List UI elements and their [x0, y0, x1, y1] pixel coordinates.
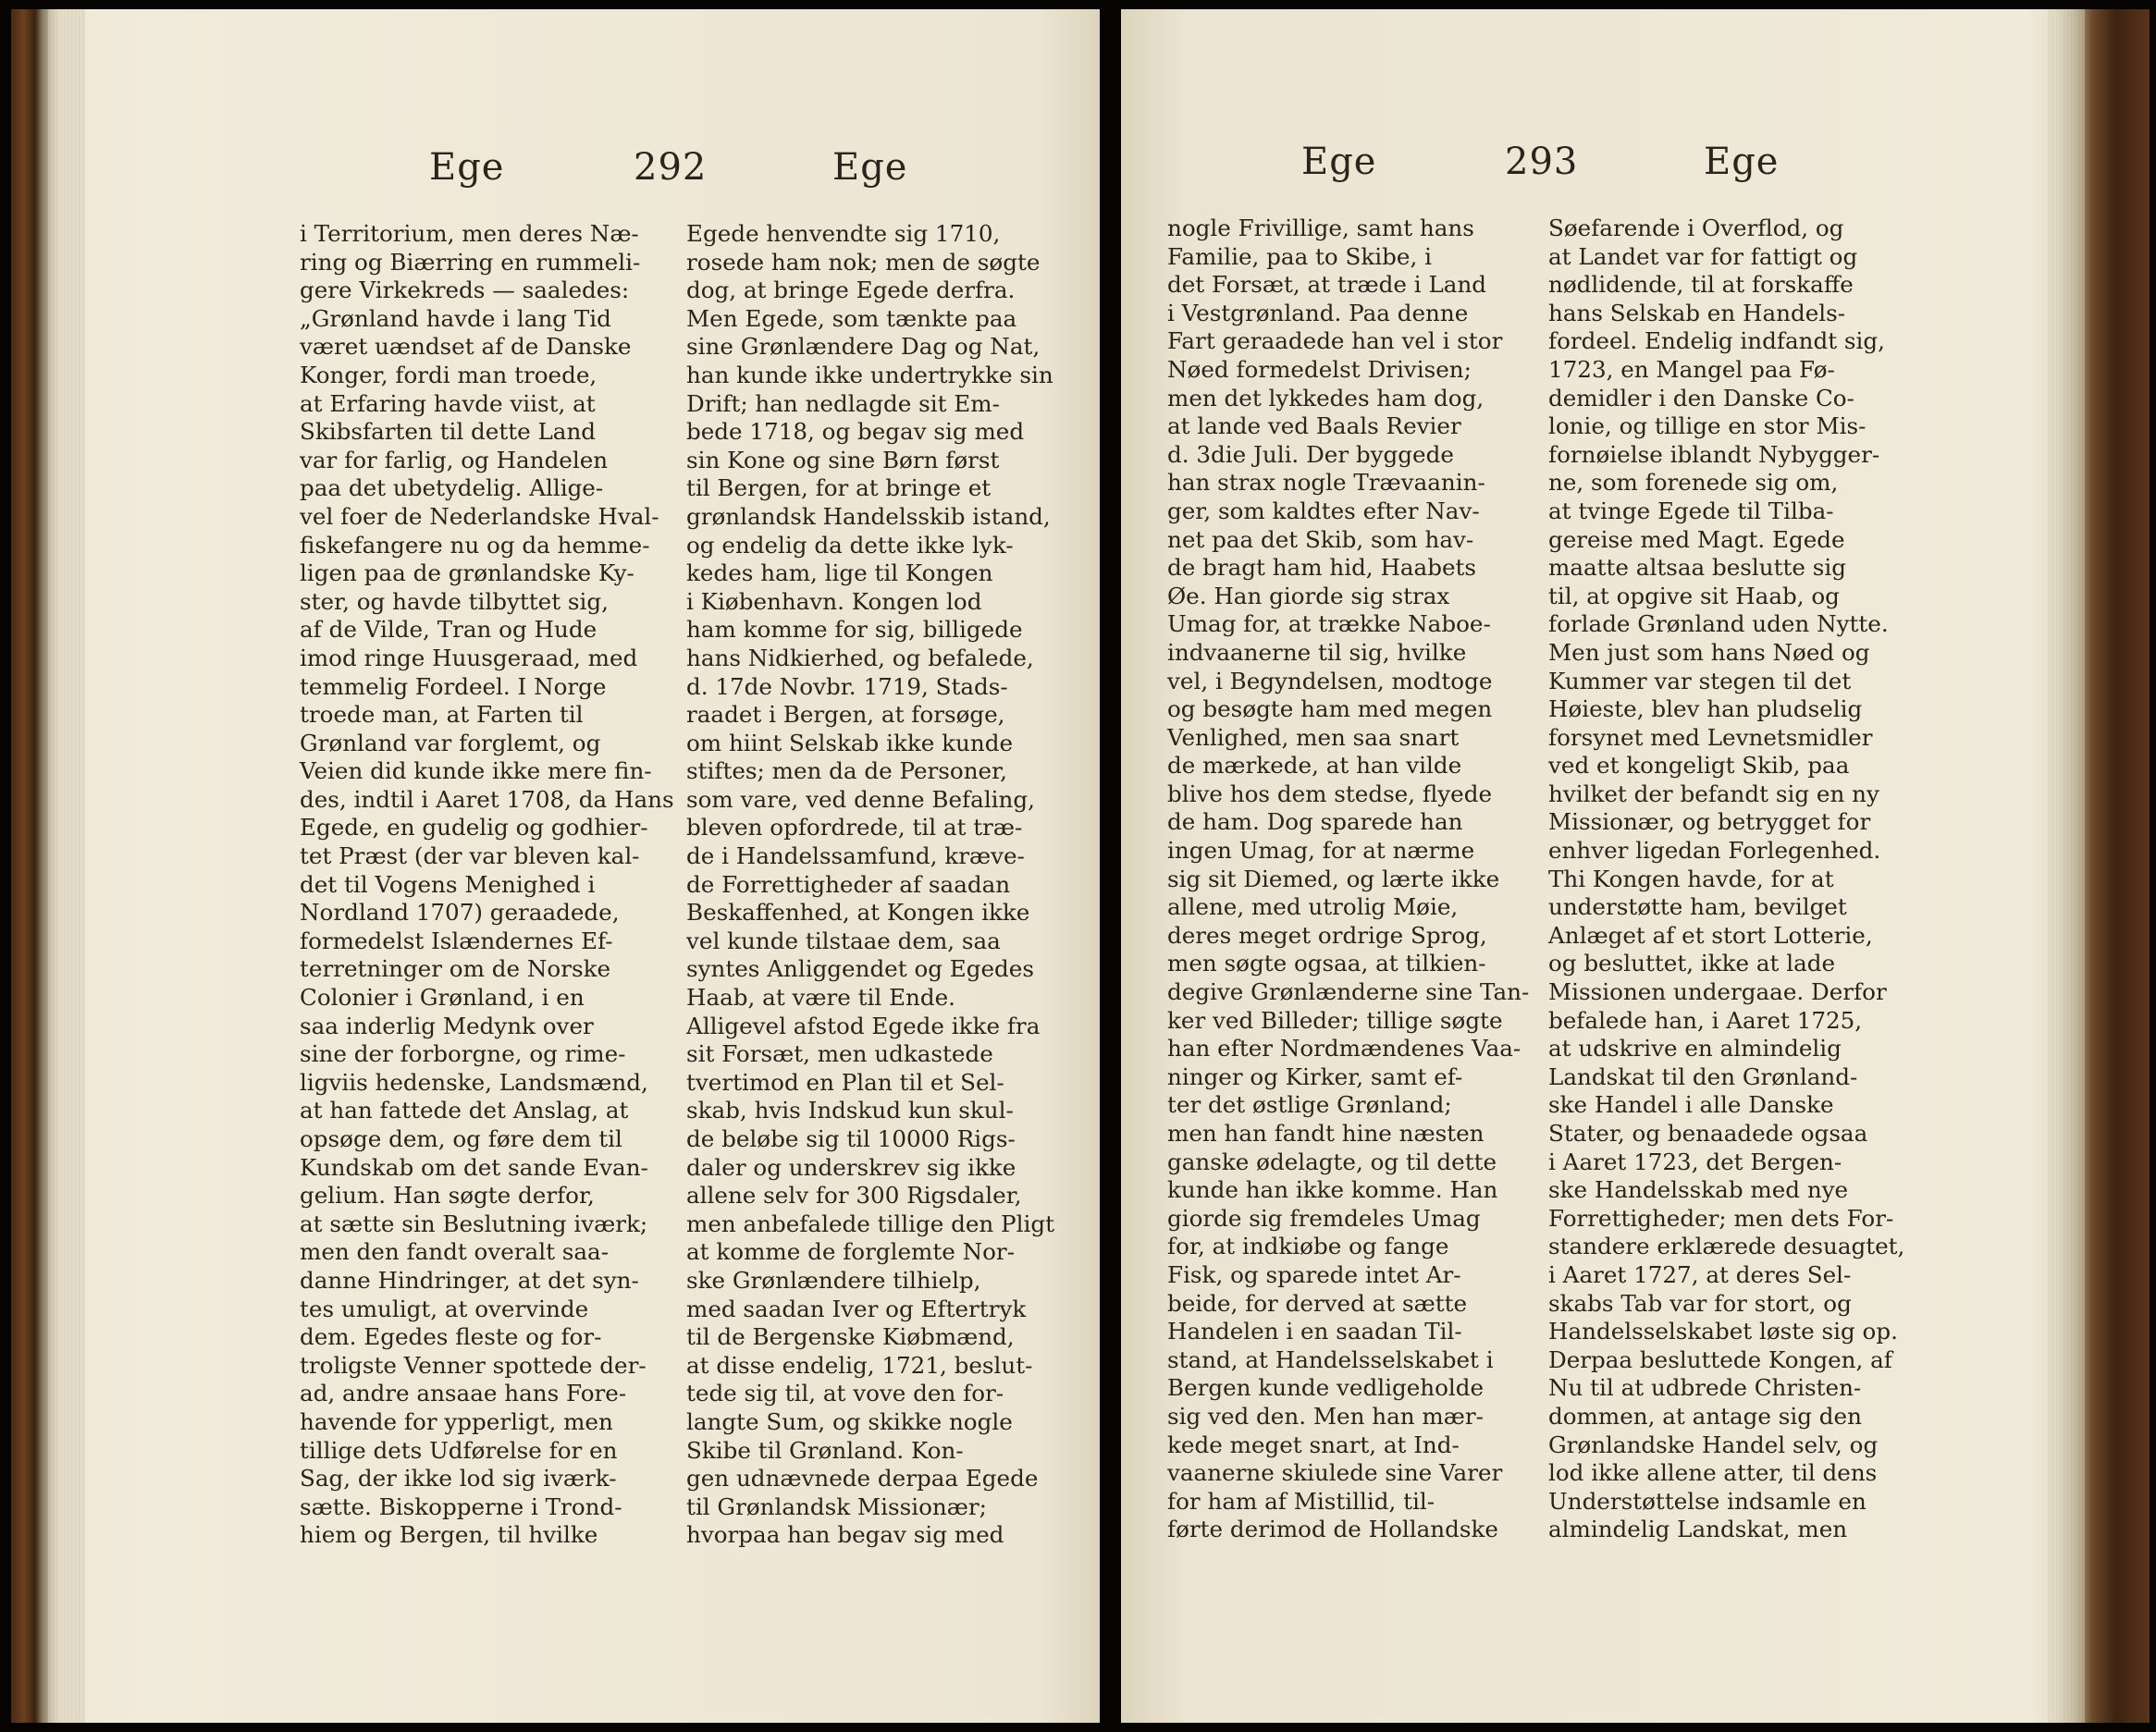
text-line: de mærkede, at han vilde: [1167, 752, 1462, 780]
text-line: sig ved den. Men han mær-: [1167, 1402, 1484, 1430]
text-line: ger, som kaldtes efter Nav-: [1167, 497, 1480, 524]
text-line: hvorpaa han begav sig med: [686, 1521, 1004, 1549]
text-line: bede 1718, og begav sig med: [686, 418, 1025, 446]
text-line: til, at opgive sit Haab, og: [1548, 582, 1840, 609]
text-line: Veien did kunde ikke mere fin-: [300, 757, 652, 785]
text-line: Landskat til den Grønland-: [1548, 1063, 1858, 1090]
text-line: skab, hvis Indskud kun skul-: [686, 1097, 1014, 1124]
text-line: saa inderlig Medynk over: [300, 1012, 594, 1039]
text-line: at sætte sin Beslutning iværk;: [300, 1210, 648, 1237]
text-line: d. 17de Novbr. 1719, Stads-: [686, 672, 1008, 700]
text-line: Høieste, blev han pludselig: [1548, 695, 1863, 723]
text-line: hvilket der befandt sig en ny: [1548, 780, 1879, 807]
text-line: det Forsæt, at træde i Land: [1167, 271, 1487, 299]
text-line: lod ikke allene atter, til dens: [1548, 1459, 1878, 1487]
text-line: troede man, at Farten til: [300, 701, 584, 729]
text-line: til Grønlandsk Missionær;: [686, 1492, 987, 1520]
text-line: tvertimod en Plan til et Sel-: [686, 1068, 1004, 1096]
text-line: hiem og Bergen, til hvilke: [300, 1521, 598, 1549]
text-line: d. 3die Juli. Der byggede: [1167, 440, 1454, 468]
text-line: sine Grønlændere Dag og Nat,: [686, 333, 1041, 361]
text-line: paa det ubetydelig. Allige-: [300, 474, 604, 502]
text-line: Understøttelse indsamle en: [1548, 1487, 1866, 1515]
text-line: Egede, en gudelig og godhier-: [300, 814, 648, 841]
text-line: i Aaret 1723, det Bergen-: [1548, 1148, 1842, 1175]
text-line: om hiint Selskab ikke kunde: [686, 729, 1013, 756]
text-line: gen udnævnede derpaa Egede: [686, 1465, 1039, 1492]
text-line: dog, at bringe Egede derfra.: [686, 276, 1016, 304]
text-line: Kummer var stegen til det: [1548, 667, 1852, 694]
text-line: Skibe til Grønland. Kon-: [686, 1436, 964, 1464]
text-line: været uændset af de Danske: [300, 333, 632, 361]
text-line: havende for ypperligt, men: [300, 1407, 613, 1435]
text-line: at udskrive en almindelig: [1548, 1035, 1842, 1063]
text-line: „Grønland havde i lang Tid: [300, 304, 611, 332]
right-page: [1121, 9, 2150, 1723]
header-right-word: Ege: [1704, 141, 1780, 183]
text-line: vel kunde tilstaae dem, saa: [686, 927, 1001, 954]
text-line: ter det østlige Grønland;: [1167, 1091, 1452, 1119]
text-line: raadet i Bergen, at forsøge,: [686, 701, 1005, 729]
text-line: sin Kone og sine Børn først: [686, 446, 1000, 473]
text-line: men søgte ogsaa, at tilkien-: [1167, 950, 1486, 977]
text-line: terretninger om de Norske: [300, 955, 611, 983]
text-line: Nordland 1707) geraadede,: [300, 899, 620, 927]
text-line: ster, og havde tilbyttet sig,: [300, 587, 609, 615]
text-line: og besluttet, ikke at lade: [1548, 950, 1836, 977]
text-line: gereise med Magt. Egede: [1548, 525, 1845, 553]
text-line: forlade Grønland uden Nytte.: [1548, 610, 1889, 638]
text-line: de ham. Dog sparede han: [1167, 808, 1463, 836]
text-line: indvaanerne til sig, hvilke: [1167, 638, 1467, 666]
text-line: sit Forsæt, men udkastede: [686, 1040, 993, 1068]
text-line: ring og Biærring en rummeli-: [300, 248, 641, 276]
text-line: han strax nogle Trævaanin-: [1167, 469, 1485, 497]
text-line: ham komme for sig, billigede: [686, 616, 1023, 644]
text-line: vaanerne skiulede sine Varer: [1167, 1459, 1503, 1487]
text-line: tillige dets Udførelse for en: [300, 1436, 618, 1464]
text-line: Familie, paa to Skibe, i: [1167, 242, 1432, 270]
text-line: enhver ligedan Forlegenhed.: [1548, 837, 1881, 865]
text-line: Kundskab om det sande Evan-: [300, 1153, 648, 1181]
page-edge: [48, 9, 85, 1723]
text-line: Handelsselskabet løste sig op.: [1548, 1318, 1898, 1345]
text-line: troligste Venner spottede der-: [300, 1351, 647, 1379]
text-line: nødlidende, til at forskaffe: [1548, 271, 1854, 299]
text-line: til Bergen, for at bringe et: [686, 474, 992, 502]
text-column-1: [300, 220, 688, 1550]
text-line: Colonier i Grønland, i en: [300, 984, 585, 1012]
text-line: vel, i Begyndelsen, modtoge: [1167, 667, 1493, 694]
text-line: Konger, fordi man troede,: [300, 361, 598, 388]
text-line: de Forrettigheder af saadan: [686, 870, 1011, 898]
text-line: stand, at Handelsselskabet i: [1167, 1345, 1494, 1373]
text-line: sine der forborgne, og rime-: [300, 1040, 626, 1068]
text-line: blive hos dem stedse, flyede: [1167, 780, 1493, 807]
text-line: tede sig til, at vove den for-: [686, 1380, 1004, 1407]
text-line: førte derimod de Hollandske: [1167, 1516, 1498, 1543]
text-line: Fisk, og sparede intet Ar-: [1167, 1260, 1461, 1288]
text-line: Anlæget af et stort Lotterie,: [1548, 921, 1873, 949]
text-line: giorde sig fremdeles Umag: [1167, 1204, 1481, 1232]
text-line: ganske ødelagte, og til dette: [1167, 1148, 1497, 1175]
text-line: ad, andre ansaae hans Fore-: [300, 1380, 627, 1407]
text-line: lonie, og tillige en stor Mis-: [1548, 412, 1866, 440]
text-line: ved et kongeligt Skib, paa: [1548, 752, 1850, 780]
text-line: Øe. Han giorde sig strax: [1167, 582, 1450, 609]
text-line: Nøed formedelst Drivisen;: [1167, 355, 1472, 383]
text-line: Sag, der ikke lod sig iværk-: [300, 1465, 617, 1492]
text-line: Grønland var forglemt, og: [300, 729, 601, 756]
text-line: at han fattede det Anslag, at: [300, 1097, 629, 1124]
text-line: sætte. Biskopperne i Trond-: [300, 1492, 622, 1520]
text-column-2: [1548, 215, 1965, 1544]
text-line: og endelig da dette ikke lyk-: [686, 531, 1014, 559]
text-line: og besøgte ham med megen: [1167, 695, 1493, 723]
text-line: grønlandsk Handelsskib istand,: [686, 502, 1051, 530]
text-line: kede meget snart, at Ind-: [1167, 1431, 1460, 1458]
text-line: i Aaret 1727, at deres Sel-: [1548, 1260, 1852, 1288]
text-line: til de Bergenske Kiøbmænd,: [686, 1323, 1015, 1351]
header-left-word: Ege: [429, 146, 505, 189]
text-line: Drift; han nedlagde sit Em-: [686, 389, 1000, 417]
text-line: med saadan Iver og Eftertryk: [686, 1295, 1027, 1322]
text-line: i Kiøbenhavn. Kongen lod: [686, 587, 982, 615]
text-line: men anbefalede tillige den Pligt: [686, 1210, 1054, 1237]
text-line: 1723, en Mangel paa Fø-: [1548, 355, 1835, 383]
text-line: des, indtil i Aaret 1708, da Hans: [300, 785, 674, 813]
text-line: men det lykkedes ham dog,: [1167, 384, 1485, 412]
text-line: ske Handel i alle Danske: [1548, 1091, 1834, 1119]
text-line: at tvinge Egede til Tilba-: [1548, 497, 1834, 524]
text-line: stiftes; men da de Personer,: [686, 757, 1007, 785]
text-line: for, at indkiøbe og fange: [1167, 1233, 1449, 1260]
text-line: i Vestgrønland. Paa denne: [1167, 299, 1469, 326]
text-line: at Erfaring havde viist, at: [300, 389, 596, 417]
text-line: Bergen kunde vedligeholde: [1167, 1374, 1485, 1402]
text-line: tet Præst (der var bleven kal-: [300, 842, 640, 870]
text-line: i Territorium, men deres Næ-: [300, 220, 639, 247]
text-line: for ham af Mistillid, til-: [1167, 1487, 1435, 1515]
text-line: at disse endelig, 1721, beslut-: [686, 1351, 1033, 1379]
text-line: temmelig Fordeel. I Norge: [300, 672, 607, 700]
text-line: Grønlandske Handel selv, og: [1548, 1431, 1879, 1458]
text-line: de i Handelssamfund, kræve-: [686, 842, 1025, 870]
text-line: at Landet var for fattigt og: [1548, 242, 1858, 270]
text-line: nogle Frivillige, samt hans: [1167, 215, 1474, 241]
page-number: 292: [634, 146, 708, 189]
text-line: forsynet med Levnetsmidler: [1548, 723, 1873, 751]
text-line: de beløbe sig til 10000 Rigs-: [686, 1125, 1016, 1152]
text-line: ske Handelsskab med nye: [1548, 1176, 1849, 1204]
text-line: Men Egede, som tænkte paa: [686, 304, 1017, 332]
text-line: rosede ham nok; men de søgte: [686, 248, 1041, 276]
header-right-word: Ege: [832, 146, 908, 189]
text-line: demidler i den Danske Co-: [1548, 384, 1854, 412]
text-line: men han fandt hine næsten: [1167, 1120, 1485, 1147]
text-line: opsøge dem, og føre dem til: [300, 1125, 622, 1152]
text-line: men den fandt overalt saa-: [300, 1238, 610, 1266]
text-column-2: [686, 220, 1079, 1550]
text-line: Venlighed, men saa snart: [1167, 723, 1460, 751]
text-line: syntes Anliggendet og Egedes: [686, 955, 1034, 983]
text-line: de bragt ham hid, Haabets: [1167, 554, 1477, 582]
text-line: beide, for derved at sætte: [1167, 1289, 1468, 1317]
text-line: gere Virkekreds — saaledes:: [300, 276, 630, 304]
text-line: daler og underskrev sig ikke: [686, 1153, 1016, 1181]
text-line: dem. Egedes fleste og for-: [300, 1323, 602, 1351]
text-line: Alligevel afstod Egede ikke fra: [686, 1012, 1041, 1039]
text-line: allene, med utrolig Møie,: [1167, 893, 1459, 921]
text-line: tes umuligt, at overvinde: [300, 1295, 589, 1322]
text-line: hans Nidkierhed, og befalede,: [686, 644, 1034, 671]
text-line: at lande ved Baals Revier: [1167, 412, 1461, 440]
text-line: deres meget ordrige Sprog,: [1167, 921, 1487, 949]
text-line: Haab, at være til Ende.: [686, 984, 955, 1012]
text-line: han efter Nordmændenes Vaa-: [1167, 1035, 1522, 1063]
text-line: understøtte ham, bevilget: [1548, 893, 1847, 921]
text-column-1: [1167, 215, 1556, 1544]
text-line: bleven opfordrede, til at træ-: [686, 814, 1023, 841]
text-line: Beskaffenhed, at Kongen ikke: [686, 899, 1030, 927]
text-line: Forrettigheder; men dets For-: [1548, 1204, 1894, 1232]
text-line: Men just som hans Nøed og: [1548, 638, 1870, 666]
text-line: Missionær, og betrygget for: [1548, 808, 1871, 836]
text-line: ligen paa de grønlandske Ky-: [300, 559, 634, 587]
text-line: allene selv for 300 Rigsdaler,: [686, 1182, 1022, 1210]
text-line: almindelig Landskat, men: [1548, 1516, 1848, 1543]
text-line: danne Hindringer, at det syn-: [300, 1266, 639, 1294]
text-line: sig sit Diemed, og lærte ikke: [1167, 865, 1500, 892]
text-line: fornøielse iblandt Nybygger-: [1548, 440, 1880, 468]
text-line: Derpaa besluttede Kongen, af: [1548, 1345, 1892, 1373]
text-line: Thi Kongen havde, for at: [1548, 865, 1834, 892]
text-line: standere erklærede desuagtet,: [1548, 1233, 1905, 1260]
text-line: befalede han, i Aaret 1725,: [1548, 1006, 1863, 1034]
text-line: formedelst Islændernes Ef-: [300, 927, 613, 954]
page-edge: [2048, 9, 2085, 1723]
text-line: ligviis hedenske, Landsmænd,: [300, 1068, 648, 1096]
text-line: ne, som forenede sig om,: [1548, 469, 1839, 497]
text-line: maatte altsaa beslutte sig: [1548, 554, 1846, 582]
text-line: fiskefangere nu og da hemme-: [300, 531, 650, 559]
text-line: vel foer de Nederlandske Hval-: [300, 502, 659, 530]
text-line: Umag for, at trække Naboe-: [1167, 610, 1491, 638]
text-line: af de Vilde, Tran og Hude: [300, 616, 598, 644]
text-line: langte Sum, og skikke nogle: [686, 1407, 1013, 1435]
page-number: 293: [1505, 141, 1579, 183]
text-line: som vare, ved denne Befaling,: [686, 785, 1035, 813]
text-line: Skibsfarten til dette Land: [300, 418, 597, 446]
text-line: hans Selskab en Handels-: [1548, 299, 1846, 326]
text-line: at komme de forglemte Nor-: [686, 1238, 1016, 1266]
text-line: Handelen i en saadan Til-: [1167, 1318, 1462, 1345]
text-line: fordeel. Endelig indfandt sig,: [1548, 327, 1885, 355]
text-line: net paa det Skib, som hav-: [1167, 525, 1474, 553]
text-line: Missionen undergaae. Derfor: [1548, 978, 1887, 1006]
text-line: gelium. Han søgte derfor,: [300, 1182, 595, 1210]
text-line: var for farlig, og Handelen: [300, 446, 609, 473]
text-line: det til Vogens Menighed i: [300, 870, 596, 898]
text-line: imod ringe Huusgeraad, med: [300, 644, 638, 671]
text-line: ninger og Kirker, samt ef-: [1167, 1063, 1463, 1090]
text-line: skabs Tab var for stort, og: [1548, 1289, 1852, 1317]
text-line: ske Grønlændere tilhielp,: [686, 1266, 981, 1294]
text-line: dommen, at antage sig den: [1548, 1402, 1862, 1430]
text-line: Egede henvendte sig 1710,: [686, 220, 1001, 247]
text-line: Søefarende i Overflod, og: [1548, 215, 1844, 241]
text-line: Fart geraadede han vel i stor: [1167, 327, 1503, 355]
text-line: ingen Umag, for at nærme: [1167, 837, 1475, 865]
text-line: Stater, og benaadede ogsaa: [1548, 1120, 1868, 1147]
text-line: ker ved Billeder; tillige søgte: [1167, 1006, 1503, 1034]
header-left-word: Ege: [1301, 141, 1377, 183]
text-line: Nu til at udbrede Christen-: [1548, 1374, 1862, 1402]
text-line: degive Grønlænderne sine Tan-: [1167, 978, 1530, 1006]
text-line: kedes ham, lige til Kongen: [686, 559, 993, 587]
text-line: han kunde ikke undertrykke sin: [686, 361, 1053, 388]
text-line: kunde han ikke komme. Han: [1167, 1176, 1498, 1204]
left-page: [11, 9, 1100, 1723]
